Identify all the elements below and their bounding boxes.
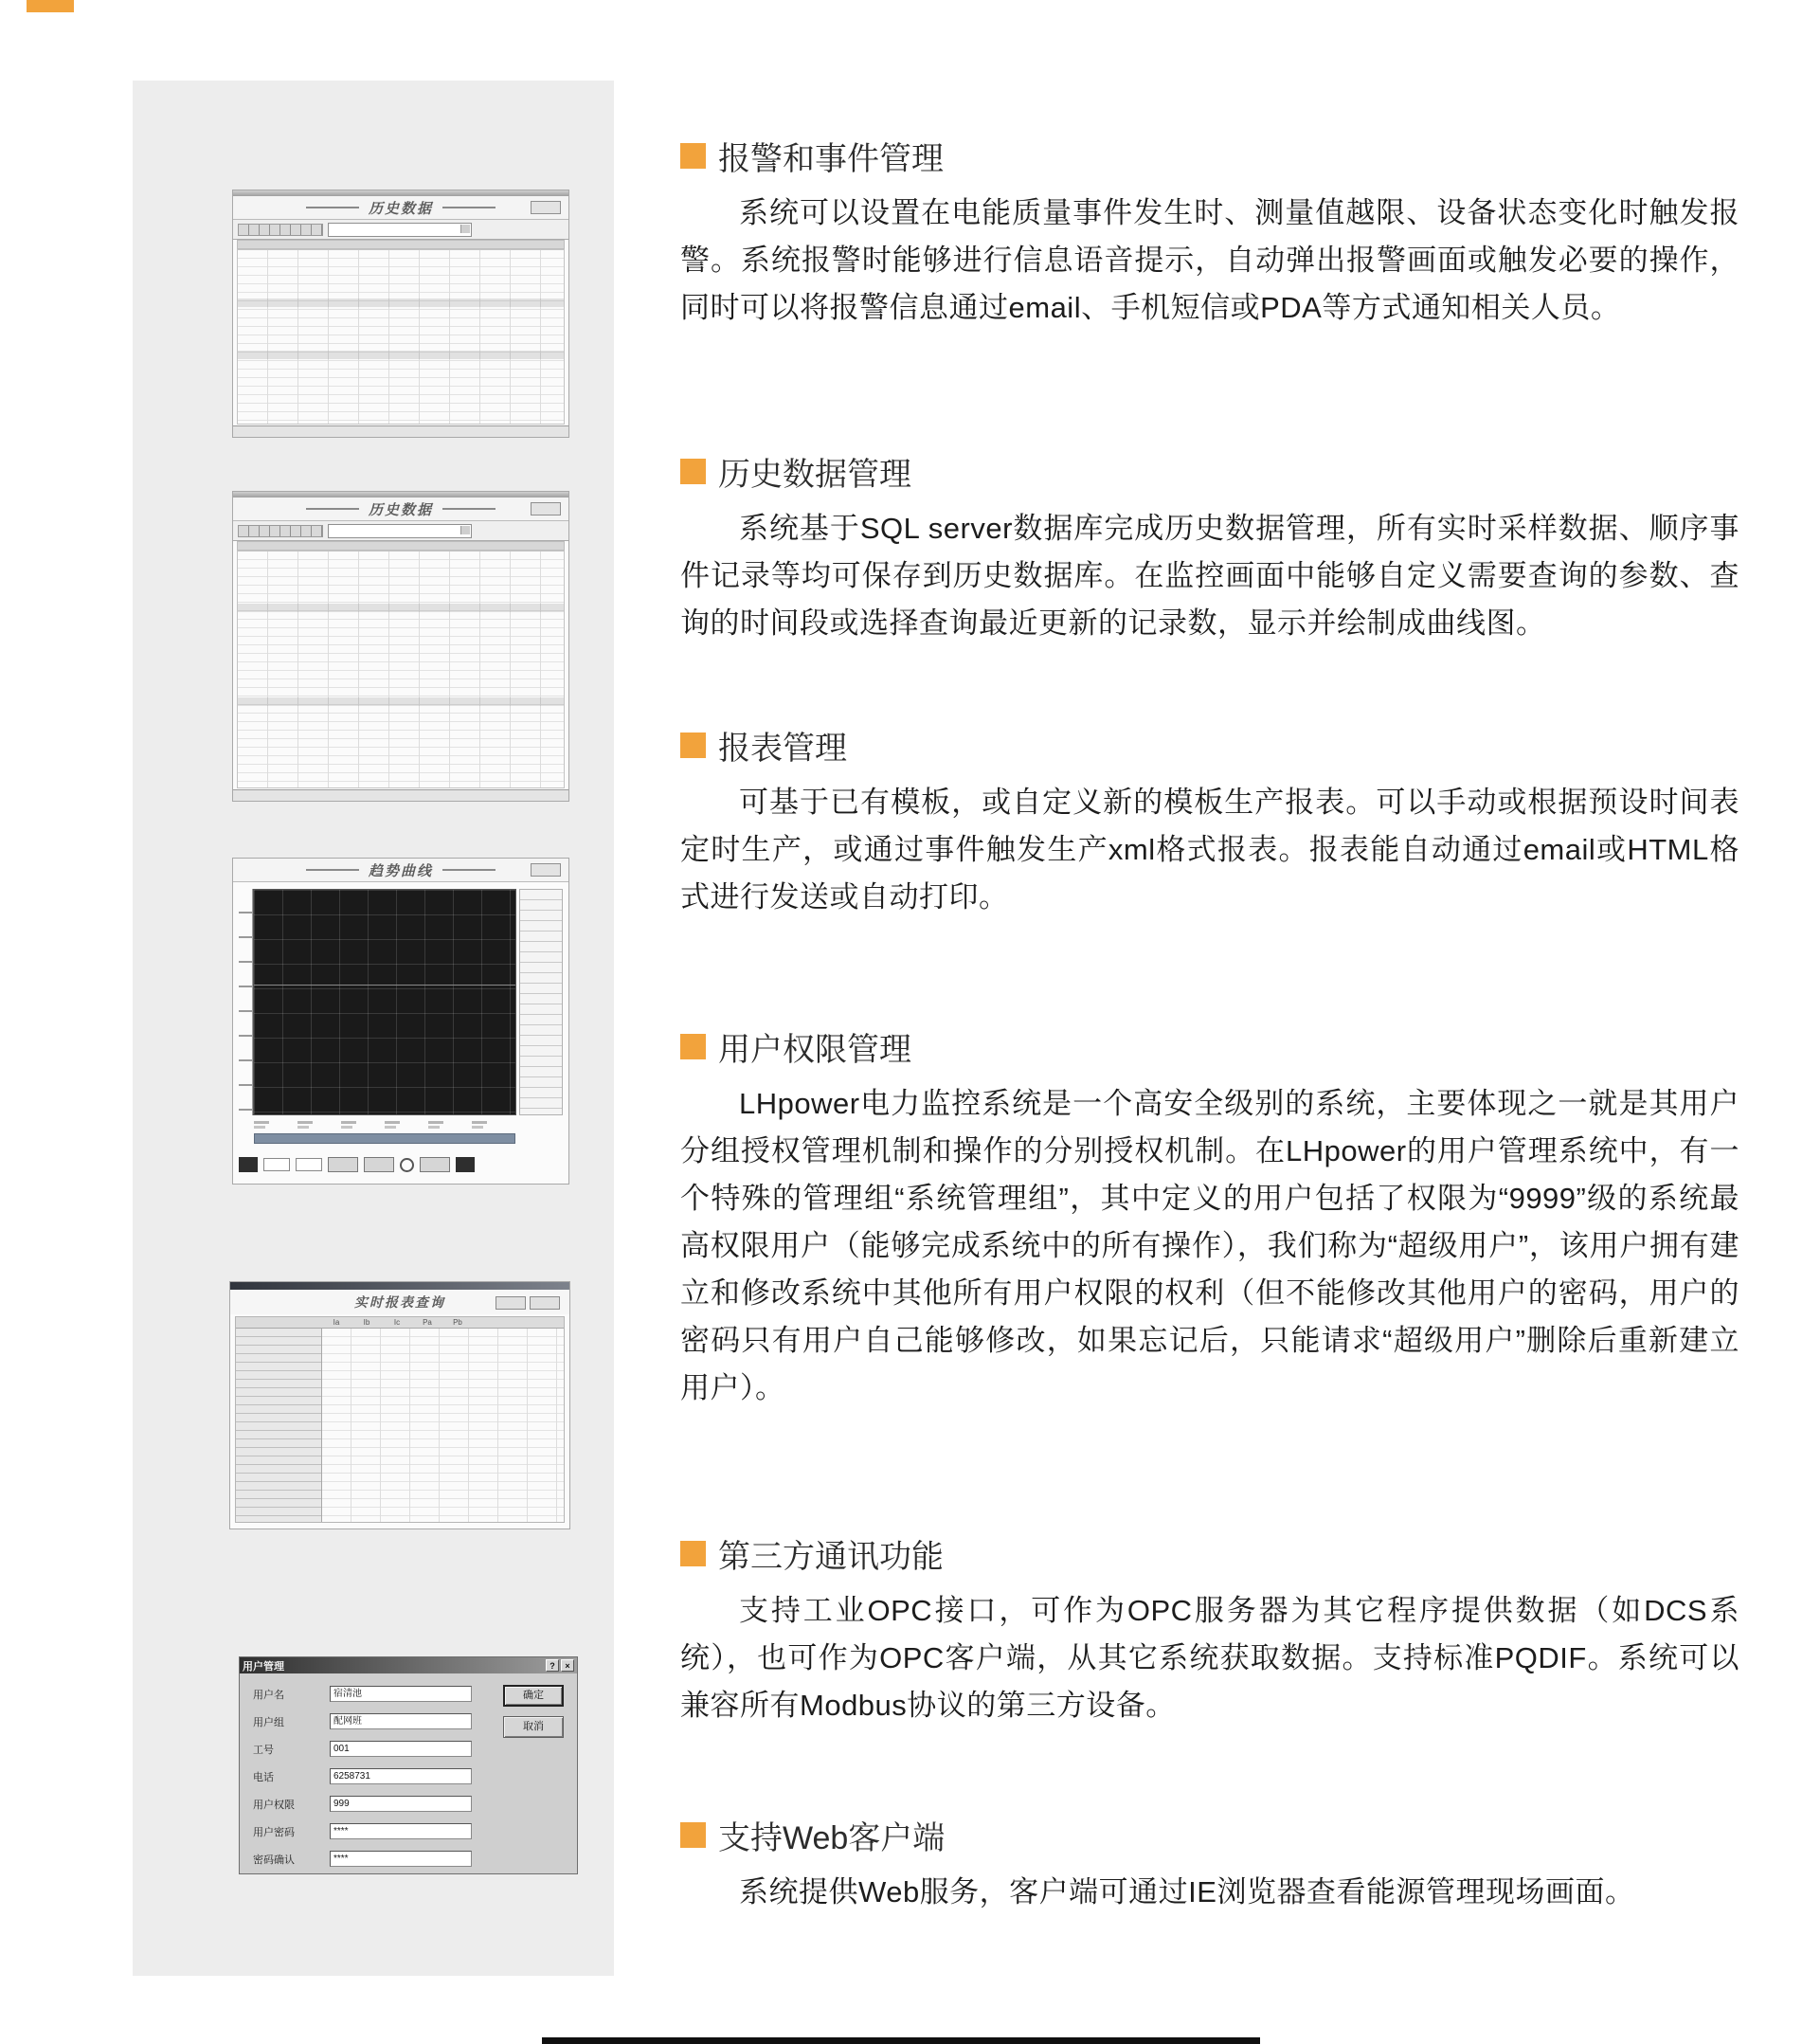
field-label: 用户权限 bbox=[253, 1800, 295, 1811]
window-title-row bbox=[230, 1290, 569, 1314]
bullet-square-icon bbox=[680, 1822, 706, 1848]
window-status-bar bbox=[233, 789, 568, 801]
window-toolbar bbox=[233, 521, 568, 541]
column-header: Pb bbox=[453, 1318, 462, 1327]
chart-x-axis-labels bbox=[254, 1119, 515, 1131]
window-title-row bbox=[233, 196, 568, 220]
section-heading bbox=[680, 722, 1739, 769]
toolbar-field bbox=[296, 1158, 322, 1171]
window-title-row bbox=[233, 859, 568, 882]
chart-y-axis bbox=[239, 889, 253, 1115]
column-header: Ib bbox=[363, 1318, 370, 1327]
section-title: 报警和事件管理 bbox=[718, 141, 944, 177]
section-title: 历史数据管理 bbox=[718, 457, 911, 493]
section-third-party-comm bbox=[680, 1530, 1739, 1729]
dialog-field-permission bbox=[253, 1795, 327, 1814]
permission-input: 999 bbox=[330, 1796, 472, 1812]
toolbar-field bbox=[263, 1158, 290, 1171]
workid-input: 001 bbox=[330, 1741, 472, 1757]
dialog-field-password bbox=[253, 1822, 327, 1841]
bullet-square-icon bbox=[680, 459, 706, 484]
dialog-title-bar bbox=[240, 1657, 577, 1673]
section-heading bbox=[680, 1530, 1739, 1577]
section-title: 支持Web客户端 bbox=[718, 1820, 946, 1856]
column-header-blank bbox=[503, 1317, 533, 1328]
toolbar-buttons bbox=[238, 525, 323, 537]
title-dash-right bbox=[442, 508, 496, 510]
window-title: 趋势曲线 bbox=[368, 861, 433, 879]
section-body: 系统可以设置在电能质量事件发生时、测量值越限、设备状态变化时触发报警。系统报警时能够进行信息语音提示，自动弹出报警画面或触发必要的操作，同时可以将报警信息通过email、手机短信或PDA等方式通知相关人员。 bbox=[680, 196, 1739, 324]
chart-toolbar bbox=[239, 1151, 563, 1178]
column-header-blank bbox=[473, 1317, 503, 1328]
report-cells-grid bbox=[322, 1329, 564, 1522]
section-heading bbox=[680, 448, 1739, 495]
section-title: 用户权限管理 bbox=[718, 1032, 911, 1068]
table-header-row bbox=[237, 240, 565, 249]
close-icon: × bbox=[561, 1659, 574, 1672]
toolbar-dark-button bbox=[456, 1157, 475, 1172]
table-header-row bbox=[237, 541, 565, 551]
ok-button: 确定 bbox=[503, 1685, 564, 1707]
dialog-field-usergroup bbox=[253, 1712, 327, 1731]
toolbar-combobox bbox=[328, 524, 472, 538]
section-heading bbox=[680, 1023, 1739, 1070]
page-footer-mark bbox=[542, 2037, 1260, 2044]
toolbar-buttons bbox=[238, 224, 323, 236]
dialog-field-username bbox=[253, 1685, 327, 1704]
section-web-client bbox=[680, 1812, 1739, 1916]
help-icon: ? bbox=[546, 1659, 559, 1672]
section-heading bbox=[680, 1812, 1739, 1858]
title-dash-left bbox=[306, 207, 359, 208]
section-history-data bbox=[680, 448, 1739, 647]
section-reports bbox=[680, 722, 1739, 921]
window-button bbox=[531, 201, 561, 214]
bullet-square-icon bbox=[680, 1034, 706, 1059]
section-body: 系统提供Web服务，客户端可通过IE浏览器查看能源管理现场画面。 bbox=[739, 1875, 1635, 1908]
table-grid bbox=[237, 551, 565, 788]
screenshot-history-table-2 bbox=[232, 491, 569, 802]
toolbar-dial-icon bbox=[400, 1158, 414, 1172]
window-title: 历史数据 bbox=[368, 199, 433, 217]
window-title: 历史数据 bbox=[368, 500, 433, 518]
chart-trace-line bbox=[254, 985, 515, 986]
password-confirm-input: **** bbox=[330, 1851, 472, 1867]
section-body: LHpower电力监控系统是一个高安全级别的系统，主要体现之一就是其用户分组授权管理机制和操作的分别授权机制。在LHpower的用户管理系统中，有一个特殊的管理组“系统管理组”，其中定义的用户包括了权限为“9999”级的系统最高权限用户（能够完成系统中的所有操作），我们称为“超级用户”，该用户拥有建立和修改系统中其他所有用户权限的权利（但不能修改其他用户的密码，用户的密码只有用户自己能够修改，如果忘记后，只能请求“超级用户”删除后重新建立用户）。 bbox=[680, 1087, 1739, 1404]
report-column-headers bbox=[236, 1317, 564, 1329]
bullet-square-icon bbox=[680, 733, 706, 758]
section-body: 可基于已有模板，或自定义新的模板生产报表。可以手动或根据预设时间表定时生产，或通过事件触发生产xml格式报表。报表能自动通过email或HTML格式进行发送或自动打印。 bbox=[680, 786, 1739, 913]
cancel-button: 取消 bbox=[503, 1716, 564, 1738]
report-row-labels bbox=[236, 1329, 322, 1522]
table-filled-row bbox=[238, 298, 564, 307]
column-header-blank bbox=[533, 1317, 564, 1328]
field-label: 用户名 bbox=[253, 1690, 284, 1701]
column-header: Ia bbox=[333, 1318, 340, 1327]
title-dash-left bbox=[306, 869, 359, 871]
section-alarm-events bbox=[680, 133, 1739, 332]
window-title-row bbox=[233, 497, 568, 521]
section-body: 支持工业OPC接口，可作为OPC服务器为其它程序提供数据（如DCS系统），也可作为OPC客户端，从其它系统获取数据。支持标准PQDIF。系统可以兼容所有Modbus协议的第三方设备。 bbox=[680, 1594, 1739, 1722]
title-dash-left bbox=[306, 508, 359, 510]
table-grid bbox=[237, 249, 565, 425]
page-corner-mark bbox=[27, 0, 74, 12]
bullet-square-icon bbox=[680, 143, 706, 169]
window-title: 实时报表查询 bbox=[354, 1295, 445, 1311]
dialog-title: 用户管理 bbox=[243, 1660, 284, 1673]
toolbar-button bbox=[328, 1157, 358, 1172]
table-filled-row bbox=[238, 604, 564, 612]
window-title-bar bbox=[230, 1282, 569, 1290]
window-button bbox=[496, 1296, 526, 1310]
window-button bbox=[530, 1296, 560, 1310]
username-input: 宿清池 bbox=[330, 1686, 472, 1702]
field-label: 密码确认 bbox=[253, 1854, 295, 1866]
field-label: 用户密码 bbox=[253, 1827, 295, 1838]
chart-plot bbox=[253, 889, 516, 1115]
phone-input: 6258731 bbox=[330, 1768, 472, 1784]
window-button bbox=[531, 502, 561, 516]
screenshot-user-dialog bbox=[239, 1656, 578, 1874]
column-header: Ic bbox=[393, 1318, 401, 1327]
usergroup-input: 配网班 bbox=[330, 1713, 472, 1729]
window-toolbar bbox=[233, 220, 568, 240]
field-label: 用户组 bbox=[253, 1717, 284, 1728]
screenshot-panel bbox=[133, 81, 614, 1976]
title-dash-right bbox=[442, 869, 496, 871]
chart-legend-list bbox=[519, 889, 563, 1115]
chart-area bbox=[239, 889, 563, 1115]
toolbar-button bbox=[364, 1157, 394, 1172]
section-title: 报表管理 bbox=[718, 731, 847, 767]
toolbar-button bbox=[420, 1157, 450, 1172]
column-header: Pa bbox=[423, 1318, 432, 1327]
chart-selection-bar bbox=[254, 1133, 515, 1144]
window-status-bar bbox=[233, 425, 568, 437]
table-filled-row bbox=[238, 351, 564, 359]
screenshot-realtime-report bbox=[229, 1281, 570, 1529]
field-label: 工号 bbox=[253, 1745, 274, 1756]
field-label: 电话 bbox=[253, 1772, 274, 1783]
toolbar-dark-button bbox=[239, 1157, 258, 1172]
section-heading bbox=[680, 133, 1739, 179]
title-dash-right bbox=[442, 207, 496, 208]
section-title: 第三方通讯功能 bbox=[718, 1539, 944, 1575]
password-input: **** bbox=[330, 1823, 472, 1839]
report-table bbox=[235, 1316, 565, 1523]
dialog-field-workid bbox=[253, 1740, 327, 1759]
table-filled-row bbox=[238, 697, 564, 706]
section-body: 系统基于SQL server数据库完成历史数据管理，所有实时采样数据、顺序事件记录等均可保存到历史数据库。在监控画面中能够自定义需要查询的参数、查询的时间段或选择查询最近更新的记录数，显示并绘制成曲线图。 bbox=[680, 512, 1739, 640]
dialog-field-password-confirm bbox=[253, 1850, 327, 1869]
section-user-permissions bbox=[680, 1023, 1739, 1412]
dialog-field-phone bbox=[253, 1767, 327, 1786]
screenshot-history-table-1 bbox=[232, 190, 569, 438]
screenshot-trend-chart bbox=[232, 858, 569, 1185]
bullet-square-icon bbox=[680, 1541, 706, 1566]
window-button bbox=[531, 863, 561, 877]
toolbar-combobox bbox=[328, 223, 472, 237]
